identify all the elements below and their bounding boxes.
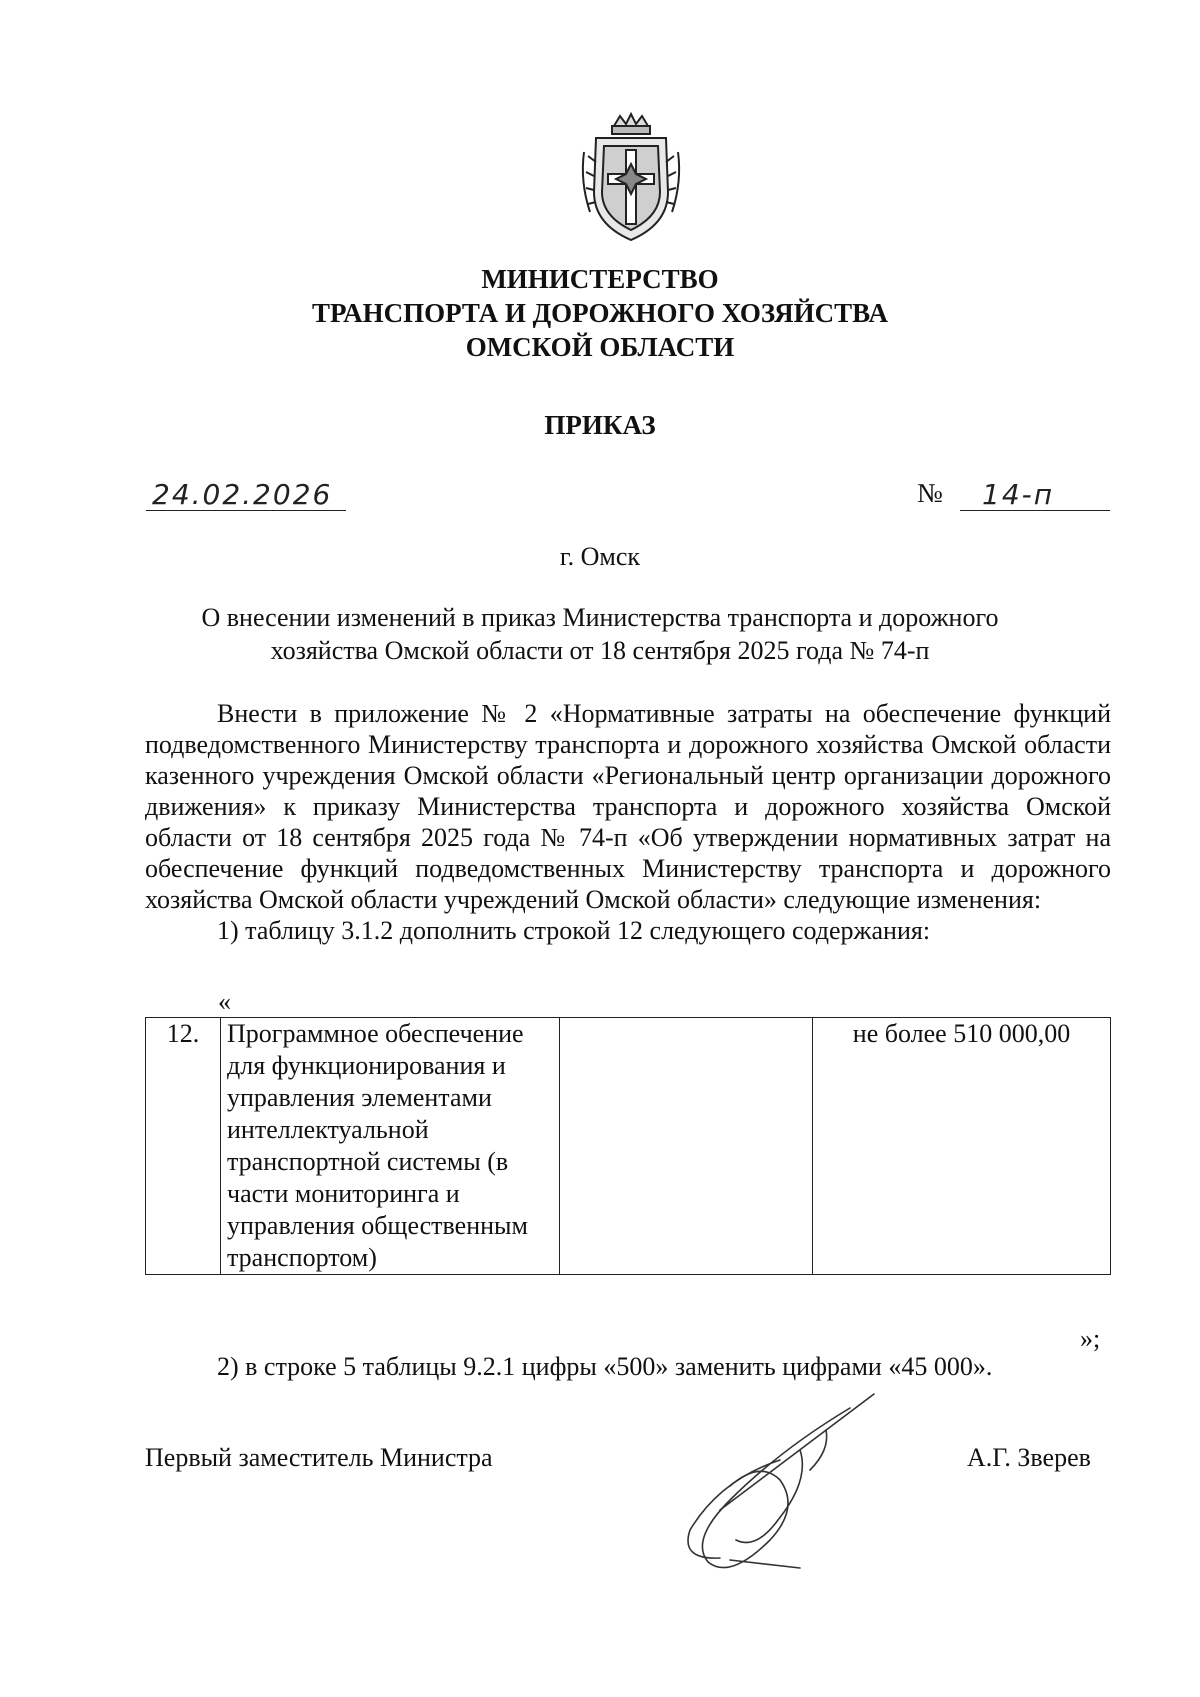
order-date-field <box>146 478 346 511</box>
signatory-name: А.Г. Зверев <box>967 1443 1091 1472</box>
handwritten-signature-icon <box>660 1390 890 1580</box>
order-title: ПРИКАЗ <box>544 410 656 440</box>
ministry-line: ТРАНСПОРТА И ДОРОЖНОГО ХОЗЯЙСТВА <box>312 298 888 328</box>
row-empty-cell <box>560 1018 813 1275</box>
row-number: 12. <box>146 1018 221 1275</box>
quote-open: « <box>218 987 231 1016</box>
order-number: 14-п <box>982 478 1055 511</box>
ministry-line: ОМСКОЙ ОБЛАСТИ <box>465 332 735 362</box>
amendment-table <box>145 1017 1111 1275</box>
item-2: 2) в строке 5 таблицы 9.2.1 цифры «500» заменить цифрами «45 000». <box>217 1352 993 1381</box>
order-body <box>145 698 1111 946</box>
order-date: 24.02.2026 <box>152 478 333 511</box>
row-name: Программное обеспечение для функционирования и управления элементами интеллектуальной транспортной системы (в части мониторинга и управления общественным транспортом) <box>221 1018 560 1275</box>
order-number-field <box>960 478 1110 511</box>
ministry-name <box>0 262 1200 364</box>
table-row <box>146 1018 1111 1275</box>
signatory-position: Первый заместитель Министра <box>145 1443 493 1472</box>
order-subject <box>0 601 1200 667</box>
item-1: 1) таблицу 3.1.2 дополнить строкой 12 следующего содержания: <box>217 916 931 945</box>
order-number-label: № <box>917 478 943 508</box>
main-paragraph: Внести в приложение № 2 «Нормативные затраты на обеспечение функций подведомственного Министерству транспорта и дорожного хозяйства Омской области казенного учреждения Омской области «Региональный центр организации дорожного движения» к приказу Министерства транспорта и дорожного хозяйства Омской области от 18 сентября 2025 года № 74-п «Об утверждении нормативных затрат на обеспечение функций подведомственных Министерству транспорта и дорожного хозяйства Омской области учреждений Омской области» следующие изменения: <box>145 699 1111 914</box>
quote-close: »; <box>1080 1324 1101 1353</box>
row-value: не более 510 000,00 <box>813 1018 1111 1275</box>
ministry-line: МИНИСТЕРСТВО <box>481 264 719 294</box>
omsk-coat-of-arms-icon <box>576 112 686 244</box>
city: г. Омск <box>559 542 641 571</box>
subject-line: О внесении изменений в приказ Министерства транспорта и дорожного <box>201 603 999 632</box>
subject-line: хозяйства Омской области от 18 сентября 2025 года № 74-п <box>270 636 930 665</box>
